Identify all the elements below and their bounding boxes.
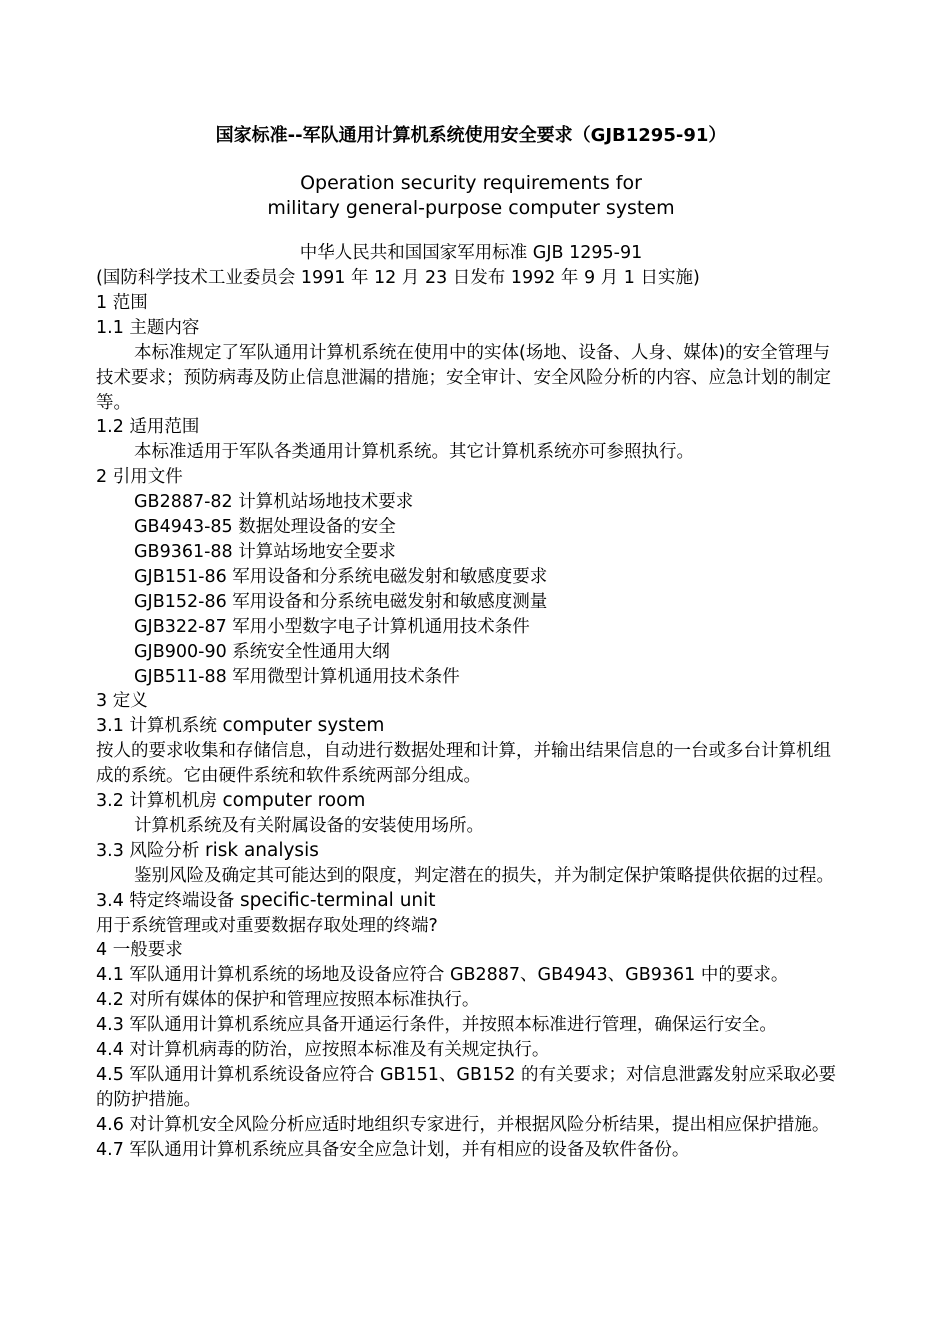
subsection-heading: 1.1 主题内容 xyxy=(96,317,200,338)
english-title xyxy=(96,171,846,221)
definition-heading xyxy=(96,839,846,864)
definition-heading xyxy=(96,789,846,814)
definition-term-cn: 3.1 计算机系统 xyxy=(96,716,223,737)
definition-term-en: specific-terminal unit xyxy=(239,889,436,911)
reference-item: GB2887-82 计算机站场地技术要求 xyxy=(134,492,414,513)
section-heading: 4 一般要求 xyxy=(96,940,183,961)
requirement-item: 4.6 对计算机安全风险分析应适时地组织专家进行，并根据风险分析结果，提出相应保护措施。 xyxy=(96,1114,830,1135)
general-requirements-list xyxy=(96,963,846,1162)
requirement-item: 4.7 军队通用计算机系统应具备安全应急计划，并有相应的设备及软件备份。 xyxy=(96,1139,690,1160)
reference-item: GJB152-86 军用设备和分系统电磁发射和敏感度测量 xyxy=(134,591,548,612)
definition-term-cn: 3.3 风险分析 xyxy=(96,840,205,861)
section-heading: 2 引用文件 xyxy=(96,467,183,488)
requirement-item: 4.3 军队通用计算机系统应具备开通运行条件，并按照本标准进行管理，确保运行安全。 xyxy=(96,1015,777,1036)
definition-term-en: computer room xyxy=(222,790,366,812)
section-heading: 1 范围 xyxy=(96,292,148,313)
section-heading: 3 定义 xyxy=(96,691,148,712)
requirement-item: 4.1 军队通用计算机系统的场地及设备应符合 GB2887、GB4943、GB9361 中的要求。 xyxy=(96,965,789,986)
reference-item: GJB511-88 军用微型计算机通用技术条件 xyxy=(134,666,460,687)
subsection-heading: 1.2 适用范围 xyxy=(96,417,200,438)
reference-item: GJB900-90 系统安全性通用大纲 xyxy=(134,641,390,662)
definition-heading xyxy=(96,889,846,914)
paragraph: 计算机系统及有关附属设备的安装使用场所。 xyxy=(134,815,484,836)
paragraph: 本标准规定了军队通用计算机系统在使用中的实体(场地、设备、人身、媒体)的安全管理与技术要求；预防病毒及防止信息泄漏的措施；安全审计、安全风险分析的内容、应急计划的制定等。 xyxy=(96,342,831,413)
reference-item: GJB151-86 军用设备和分系统电磁发射和敏感度要求 xyxy=(134,566,548,587)
document-title: 国家标准--军队通用计算机系统使用安全要求（GJB1295-91） xyxy=(215,125,727,146)
definition-heading xyxy=(96,714,846,739)
reference-list xyxy=(96,490,846,689)
requirement-item: 4.4 对计算机病毒的防治，应按照本标准及有关规定执行。 xyxy=(96,1040,550,1061)
issue-line: (国防科学技术工业委员会 1991 年 12 月 23 日发布 1992 年 9 月 1 日实施) xyxy=(96,268,700,288)
paragraph: 用于系统管理或对重要数据存取处理的终端? xyxy=(96,915,438,936)
paragraph: 本标准适用于军队各类通用计算机系统。其它计算机系统亦可参照执行。 xyxy=(134,442,694,463)
requirement-item: 4.2 对所有媒体的保护和管理应按照本标准执行。 xyxy=(96,990,480,1011)
requirement-item: 4.5 军队通用计算机系统设备应符合 GB151、GB152 的有关要求；对信息泄露发射应采取必要的防护措施。 xyxy=(96,1065,836,1110)
reference-item: GJB322-87 军用小型数字电子计算机通用技术条件 xyxy=(134,616,530,637)
paragraph: 按人的要求收集和存储信息，自动进行数据处理和计算，并输出结果信息的一台或多台计算机组成的系统。它由硬件系统和软件系统两部分组成。 xyxy=(96,741,831,787)
definition-term-en: computer system xyxy=(222,715,385,737)
english-title-line: military general-purpose computer system xyxy=(267,197,675,219)
definition-term-cn: 3.4 特定终端设备 xyxy=(96,890,240,911)
reference-item: GB9361-88 计算站场地安全要求 xyxy=(134,541,396,562)
english-title-line: Operation security requirements for xyxy=(300,172,642,194)
standard-line: 中华人民共和国国家军用标准 GJB 1295-91 xyxy=(299,243,643,263)
paragraph: 鉴别风险及确定其可能达到的限度，判定潜在的损失，并为制定保护策略提供依据的过程。 xyxy=(134,865,834,886)
reference-item: GB4943-85 数据处理设备的安全 xyxy=(134,517,396,538)
definition-term-cn: 3.2 计算机机房 xyxy=(96,791,223,812)
definition-term-en: risk analysis xyxy=(204,839,319,861)
